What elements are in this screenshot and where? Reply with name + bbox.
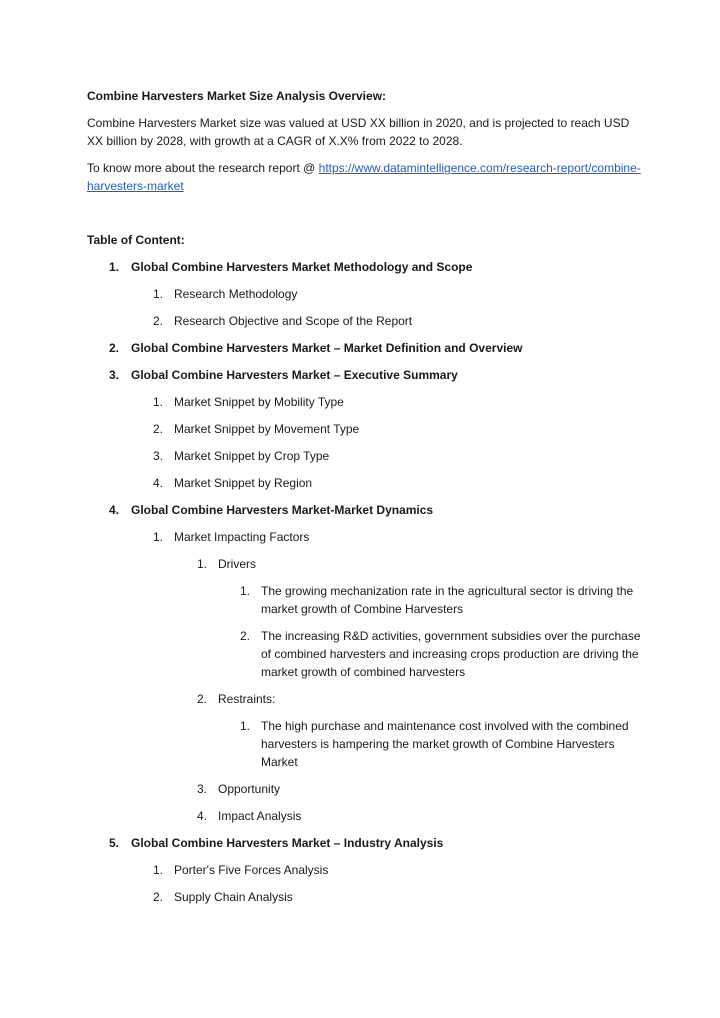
market-summary: Combine Harvesters Market size was valued at USD XX billion in 2020, and is projected to reach USD XX billion by 2028, with growth at a CAGR of X.X% from 2022 to 2028.	[87, 116, 630, 148]
toc-item-number: 2.	[153, 422, 164, 436]
toc-item-number: 3.	[153, 449, 164, 463]
toc-item	[87, 312, 647, 330]
toc-item-text: Market Impacting Factors	[174, 530, 310, 544]
toc-item	[87, 420, 647, 438]
toc-item-text: Drivers	[218, 557, 256, 571]
toc-item-number: 2.	[197, 692, 208, 706]
toc-item-text: Global Combine Harvesters Market Methodology and Scope	[131, 260, 473, 274]
toc-item	[87, 807, 647, 825]
table-of-contents	[87, 258, 647, 906]
toc-item	[87, 285, 647, 303]
toc-item-number: 2.	[109, 341, 120, 355]
toc-item-number: 1.	[153, 530, 164, 544]
toc-item	[87, 366, 647, 384]
toc-item-text: Supply Chain Analysis	[174, 890, 293, 904]
toc-item	[87, 834, 647, 852]
toc-item-number: 1.	[153, 863, 164, 877]
toc-item	[87, 582, 647, 618]
toc-item-number: 4.	[153, 476, 164, 490]
toc-item	[87, 780, 647, 798]
toc-item	[87, 258, 647, 276]
toc-item-text: The high purchase and maintenance cost involved with the combined harvesters is hampering the market growth of Combine Harvesters Market	[261, 719, 629, 769]
toc-item	[87, 447, 647, 465]
toc-item-number: 1.	[153, 287, 164, 301]
toc-item	[87, 861, 647, 879]
toc-item-number: 1.	[153, 395, 164, 409]
toc-item-number: 3.	[197, 782, 208, 796]
toc-item	[87, 627, 647, 681]
toc-item	[87, 528, 647, 546]
toc-item-text: Market Snippet by Crop Type	[174, 449, 330, 463]
toc-item	[87, 393, 647, 411]
toc-item	[87, 339, 647, 357]
toc-item-text: The growing mechanization rate in the agricultural sector is driving the market growth of Combine Harvesters	[261, 584, 634, 616]
toc-item	[87, 888, 647, 906]
toc-item-number: 1.	[240, 719, 251, 733]
toc-item	[87, 555, 647, 573]
toc-item-text: Global Combine Harvesters Market – Market Definition and Overview	[131, 341, 523, 355]
toc-item-number: 1.	[109, 260, 120, 274]
toc-item-text: The increasing R&D activities, government subsidies over the purchase of combined harvesters and increasing crops production are driving the market growth of combined harvesters	[261, 629, 641, 679]
toc-item-text: Global Combine Harvesters Market-Market Dynamics	[131, 503, 434, 517]
toc-item-text: Opportunity	[218, 782, 281, 796]
toc-item-text: Market Snippet by Movement Type	[174, 422, 360, 436]
toc-item-text: Research Methodology	[174, 287, 298, 301]
toc-item-number: 2.	[240, 629, 251, 643]
toc-item	[87, 690, 647, 708]
toc-title: Table of Content:	[87, 233, 185, 247]
toc-item-number: 2.	[153, 890, 164, 904]
toc-item-number: 3.	[109, 368, 120, 382]
report-link-paragraph	[87, 159, 647, 195]
document-page	[87, 87, 647, 906]
toc-item-number: 5.	[109, 836, 120, 850]
toc-item-number: 4.	[109, 503, 120, 517]
toc-item-text: Market Snippet by Region	[174, 476, 313, 490]
toc-item-number: 4.	[197, 809, 208, 823]
toc-item	[87, 474, 647, 492]
toc-item-number: 2.	[153, 314, 164, 328]
toc-item-text: Restraints:	[218, 692, 276, 706]
toc-item-number: 1.	[240, 584, 251, 598]
toc-item	[87, 501, 647, 519]
toc-item-number: 1.	[197, 557, 208, 571]
report-link[interactable]: https://www.datamintelligence.com/research-report/combine-harvesters-market	[87, 161, 641, 193]
overview-heading: Combine Harvesters Market Size Analysis Overview:	[87, 89, 387, 103]
toc-item-text: Research Objective and Scope of the Report	[174, 314, 413, 328]
toc-item-text: Market Snippet by Mobility Type	[174, 395, 344, 409]
toc-item-text: Impact Analysis	[218, 809, 302, 823]
report-link-prefix: To know more about the research report @	[87, 161, 319, 175]
toc-item-text: Porter's Five Forces Analysis	[174, 863, 329, 877]
toc-item-text: Global Combine Harvesters Market – Executive Summary	[131, 368, 458, 382]
toc-item	[87, 717, 647, 771]
toc-item-text: Global Combine Harvesters Market – Industry Analysis	[131, 836, 444, 850]
